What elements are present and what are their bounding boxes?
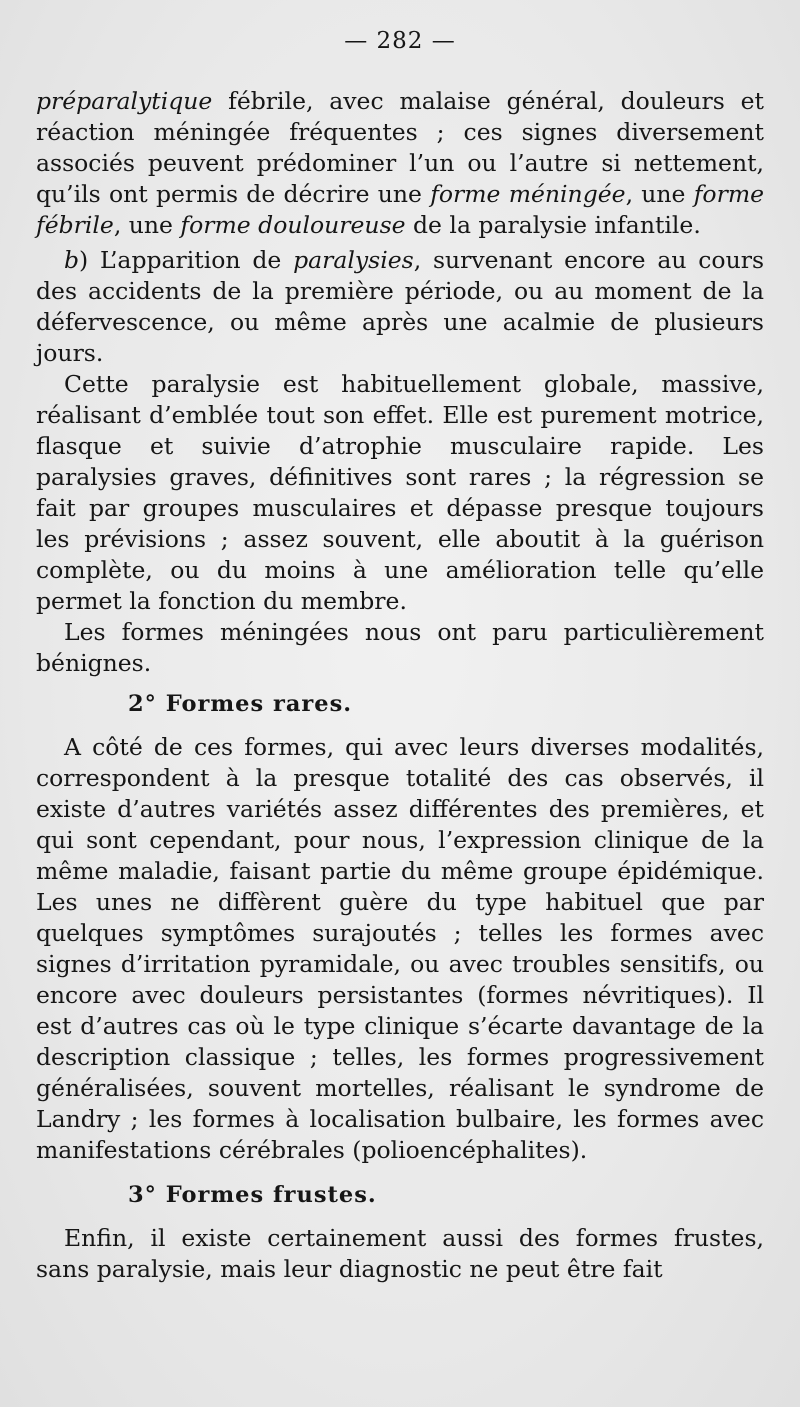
paragraph-1 (36, 86, 764, 241)
text-run: de la paralysie infantile. (405, 211, 701, 239)
text-run: ) L’apparition de (79, 246, 294, 274)
text-run: , survenant encore au cours des accidents de la première période, ou au moment de la défervescence, ou même après une acalmie de plusieurs jours. (36, 246, 765, 367)
text-run: fébrile, avec malaise général, douleurs et réaction méningée fréquentes ; ces signes diversement associés peuvent prédominer l’un ou l’autre si nettement, qu’ils ont permis de décrire une (36, 87, 764, 208)
text-run: , une (625, 180, 694, 208)
italic-term: préparalytique (36, 87, 213, 115)
italic-term: forme méningée (430, 180, 626, 208)
italic-term: forme fébrile (36, 180, 765, 239)
italic-term: paralysies (293, 246, 414, 274)
paragraph-4: Les formes méningées nous ont paru particulièrement bénignes. (36, 618, 764, 677)
section-heading-formes-rares: 2° Formes rares. (128, 691, 353, 717)
page-number: — 282 — (344, 28, 456, 54)
paragraph-5: A côté de ces formes, qui avec leurs diverses modalités, correspondent à la presque totalité des cas observés, il existe d’autres variétés assez différentes des premières, et qui sont cependant, pour nous, l’expression clinique de la même maladie, faisant partie du même groupe épidémique. Les unes ne diffèrent guère du type habituel que par quelques symptômes surajoutés ; telles les formes avec signes d’irritation pyramidale, ou avec troubles sensitifs, ou encore avec douleurs persistantes (formes névritiques). Il est d’autres cas où le type clinique s’écarte davantage de la description classique ; telles, les formes progressivement généralisées, souvent mortelles, réalisant le syndrome de Landry ; les formes à localisation bulbaire, les formes avec manifestations cérébrales (polioencéphalites). (36, 733, 764, 1164)
italic-term: b (64, 246, 80, 274)
italic-term: forme douloureuse (180, 211, 406, 239)
page-body (36, 86, 764, 1285)
paragraph-3: Cette paralysie est habituellement globale, massive, réalisant d’emblée tout son effet. Elle est purement motrice, flasque et suivie d’atrophie musculaire rapide. Les paralysies graves, définitives sont rares ; la régression se fait par groupes musculaires et dépasse presque toujours les prévisions ; assez souvent, elle aboutit à la guérison complète, ou du moins à une amélioration telle qu’elle permet la fonction du membre. (36, 370, 764, 615)
paragraph-2 (36, 245, 764, 369)
paragraph-6: Enfin, il existe certainement aussi des formes frustes, sans paralysie, mais leur diagnostic ne peut être fait (36, 1224, 764, 1283)
section-heading-formes-frustes: 3° Formes frustes. (128, 1182, 377, 1208)
text-run: , une (113, 211, 181, 239)
